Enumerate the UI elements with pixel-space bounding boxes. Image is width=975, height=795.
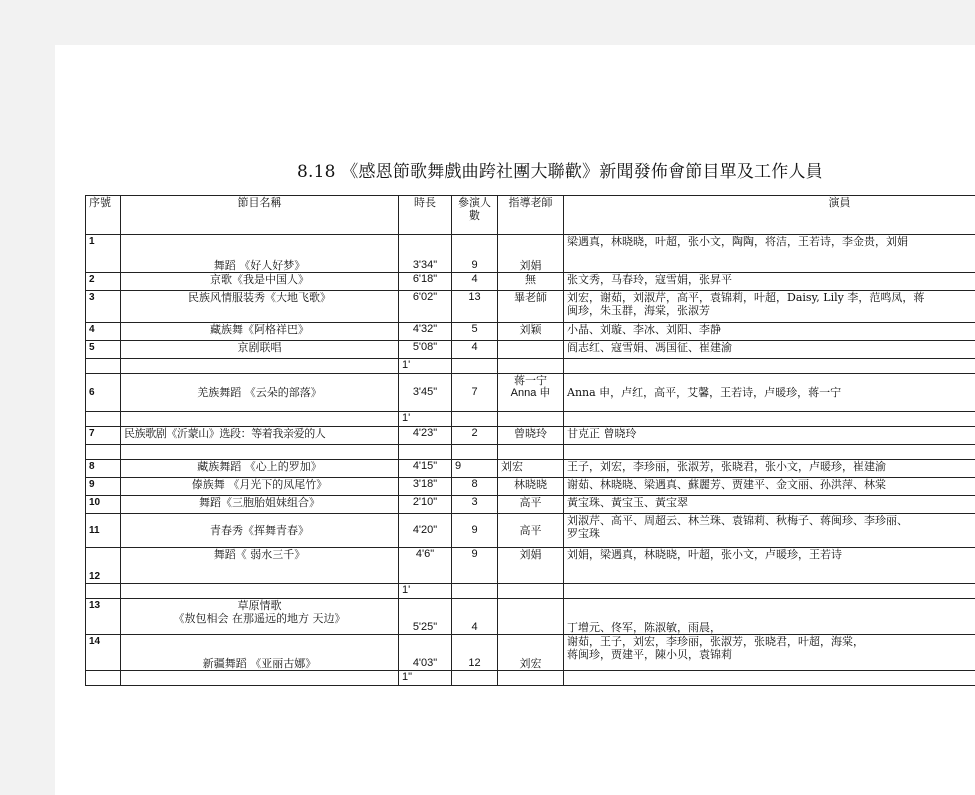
row-name: 京剧联唱 (121, 341, 399, 359)
row-duration: 1' (399, 359, 452, 374)
table-row (86, 427, 975, 445)
row-director: 林晓晓 (498, 478, 564, 496)
row-director (498, 412, 564, 427)
table-row (86, 584, 975, 599)
row-name (121, 599, 399, 635)
row-cast (564, 359, 975, 374)
row-name: 藏族舞蹈 《心上的罗加》 (121, 460, 399, 478)
row-director (498, 374, 564, 412)
row-name: 民族风情服装秀《大地飞歌》 (121, 291, 399, 323)
row-cast (564, 412, 975, 427)
row-cast-line: 刘宏，谢茹，刘淑芹，高平，袁锦莉，叶超，Daisy, Lily 李，范鸣凤，蒋 (567, 291, 925, 304)
row-director: 刘娟 (498, 548, 564, 584)
row-seq: 6 (86, 374, 121, 412)
header-count: 參演人數 (452, 196, 498, 235)
row-count: 12 (452, 635, 498, 671)
row-name: 青春秀《挥舞青春》 (121, 514, 399, 548)
table-header-row (86, 196, 975, 235)
document-page (55, 45, 975, 795)
row-director: 刘宏 (498, 635, 564, 671)
row-director (498, 584, 564, 599)
row-duration (399, 445, 452, 460)
row-duration: 6'18" (399, 273, 452, 291)
row-director-line: Anna 申 (510, 387, 551, 399)
row-seq: 9 (86, 478, 121, 496)
row-duration: 4'03" (399, 635, 452, 671)
row-duration: 4'6" (399, 548, 452, 584)
row-duration: 5'08" (399, 341, 452, 359)
table-row (86, 412, 975, 427)
row-count: 13 (452, 291, 498, 323)
table-row (86, 671, 975, 686)
row-duration: 4'23" (399, 427, 452, 445)
row-cast (564, 635, 975, 671)
row-cast-line: 蒋闽珍，贾建平，陳小贝，袁锦莉 (567, 648, 732, 661)
row-duration: 4'20" (399, 514, 452, 548)
row-name: 藏族舞《阿格祥巴》 (121, 323, 399, 341)
row-count: 9 (452, 460, 498, 478)
row-count: 4 (452, 273, 498, 291)
table-row (86, 235, 975, 273)
row-cast: 谢茹、林晓晓、梁遇真、蘇麗芳、贾建平、金文丽、孙洪萍、林棠 (564, 478, 975, 496)
row-cast-line: 刘淑芹、高平、周超云、林兰珠、袁锦莉、秋梅子、蒋闽珍、李珍丽、 (567, 514, 908, 527)
row-seq: 4 (86, 323, 121, 341)
row-name (121, 445, 399, 460)
row-count: 9 (452, 514, 498, 548)
row-director-line: 蒋一宁 (514, 374, 547, 387)
row-name: 舞蹈 《好人好梦》 (121, 235, 399, 273)
row-cast: 阎志红、寇雪娟、馮国征、崔建渝 (564, 341, 975, 359)
row-director: 曾晓玲 (498, 427, 564, 445)
row-seq: 14 (86, 635, 121, 671)
row-duration: 2'10" (399, 496, 452, 514)
row-cast: 小晶、刘璇、李冰、刘阳、李静 (564, 323, 975, 341)
row-director: 高平 (498, 496, 564, 514)
row-cast: 黃宝珠、黃宝玉、黃宝翠 (564, 496, 975, 514)
row-cast (564, 291, 975, 323)
row-duration: 1' (399, 412, 452, 427)
row-name: 新疆舞蹈 《亚丽古娜》 (121, 635, 399, 671)
row-cast: 梁遇真，林晓晓，叶超，张小文，陶陶，将洁，王若诗，李金贵，刘娟 (564, 235, 975, 273)
table-row (86, 273, 975, 291)
row-duration: 3'18" (399, 478, 452, 496)
table-row (86, 496, 975, 514)
row-name (121, 359, 399, 374)
header-seq: 序號 (86, 196, 121, 235)
row-duration: 1" (399, 671, 452, 686)
row-director: 無 (498, 273, 564, 291)
row-seq: 8 (86, 460, 121, 478)
header-cast: 演員 (564, 196, 975, 235)
row-seq: 1 (86, 235, 121, 273)
row-name-line: 《敖包相会 在那遥远的地方 天边》 (173, 612, 346, 625)
row-cast-line: 谢茹，王子，刘宏，李珍丽，张淑芳，张晓君，叶超，海棠， (567, 635, 864, 648)
row-cast (564, 514, 975, 548)
row-count (452, 359, 498, 374)
table-row (86, 635, 975, 671)
row-name: 傣族舞 《月光下的凤尾竹》 (121, 478, 399, 496)
row-director: 刘娟 (498, 235, 564, 273)
row-director (498, 341, 564, 359)
row-count: 7 (452, 374, 498, 412)
row-duration: 1' (399, 584, 452, 599)
row-cast: 丁增元、佟军，陈淑敏，雨晨， (564, 599, 975, 635)
table-row (86, 323, 975, 341)
row-director: 畢老師 (498, 291, 564, 323)
row-director: 刘颖 (498, 323, 564, 341)
table-row (86, 514, 975, 548)
row-cast-line: 闽珍，朱玉群，海棠，张淑芳 (567, 304, 710, 317)
row-count: 5 (452, 323, 498, 341)
row-duration: 5'25" (399, 599, 452, 635)
row-seq: 10 (86, 496, 121, 514)
row-count: 2 (452, 427, 498, 445)
row-duration: 3'34" (399, 235, 452, 273)
row-director (498, 445, 564, 460)
row-name: 京歌《我是中国人》 (121, 273, 399, 291)
row-director: 刘宏 (498, 460, 564, 478)
table-row (86, 291, 975, 323)
row-director (498, 359, 564, 374)
table-row (86, 445, 975, 460)
row-cast: Anna 申，卢红，高平，艾馨，王若诗，卢暖珍，蒋一宁 (564, 374, 975, 412)
table-row (86, 478, 975, 496)
table-row (86, 548, 975, 584)
row-seq: 12 (86, 548, 121, 584)
row-name (121, 584, 399, 599)
row-duration: 6'02" (399, 291, 452, 323)
row-cast: 王子，刘宏，李珍丽，张淑芳，张晓君，张小文，卢暖珍，崔建渝 (564, 460, 975, 478)
row-cast (564, 671, 975, 686)
row-seq: 5 (86, 341, 121, 359)
row-seq: 2 (86, 273, 121, 291)
row-seq: 13 (86, 599, 121, 635)
header-duration: 時長 (399, 196, 452, 235)
row-cast (564, 584, 975, 599)
row-count (452, 412, 498, 427)
row-seq (86, 671, 121, 686)
table-row (86, 359, 975, 374)
row-count (452, 584, 498, 599)
row-seq: 3 (86, 291, 121, 323)
table-row (86, 374, 975, 412)
header-director: 指導老師 (498, 196, 564, 235)
row-name: 羌族舞蹈 《云朵的部落》 (121, 374, 399, 412)
row-count: 4 (452, 341, 498, 359)
row-duration: 4'15" (399, 460, 452, 478)
row-cast: 张文秀，马春玲，寇雪娟，张昇平 (564, 273, 975, 291)
row-seq (86, 412, 121, 427)
row-name (121, 412, 399, 427)
row-seq (86, 584, 121, 599)
program-table (85, 195, 975, 686)
row-seq (86, 445, 121, 460)
header-name: 節目名稱 (121, 196, 399, 235)
row-seq: 11 (86, 514, 121, 548)
row-count: 9 (452, 548, 498, 584)
row-name (121, 671, 399, 686)
row-director (498, 599, 564, 635)
row-count: 4 (452, 599, 498, 635)
table-row (86, 341, 975, 359)
row-seq: 7 (86, 427, 121, 445)
row-count (452, 445, 498, 460)
row-count: 9 (452, 235, 498, 273)
row-count: 8 (452, 478, 498, 496)
row-cast: 刘娟，梁遇真，林晓晓，叶超，张小文，卢暖珍，王若诗 (564, 548, 975, 584)
table-row (86, 460, 975, 478)
row-name: 舞蹈《三胞胎姐妹组合》 (121, 496, 399, 514)
row-name-line: 草原情歌 (237, 599, 282, 612)
page-title: 8.18 《感恩節歌舞戲曲跨社團大聯歡》新聞發佈會節目單及工作人員 (297, 162, 823, 182)
row-cast-line: 罗宝珠 (567, 527, 600, 540)
row-name: 舞蹈《 弱水三千》 (121, 548, 399, 584)
row-name: 民族歌剧《沂蒙山》选段：等着我亲爱的人 (121, 427, 399, 445)
row-cast (564, 445, 975, 460)
row-seq (86, 359, 121, 374)
row-cast: 甘克正 曾晓玲 (564, 427, 975, 445)
table-row (86, 599, 975, 635)
row-duration: 4'32" (399, 323, 452, 341)
row-count: 3 (452, 496, 498, 514)
row-director: 高平 (498, 514, 564, 548)
row-duration: 3'45" (399, 374, 452, 412)
row-count (452, 671, 498, 686)
row-director (498, 671, 564, 686)
